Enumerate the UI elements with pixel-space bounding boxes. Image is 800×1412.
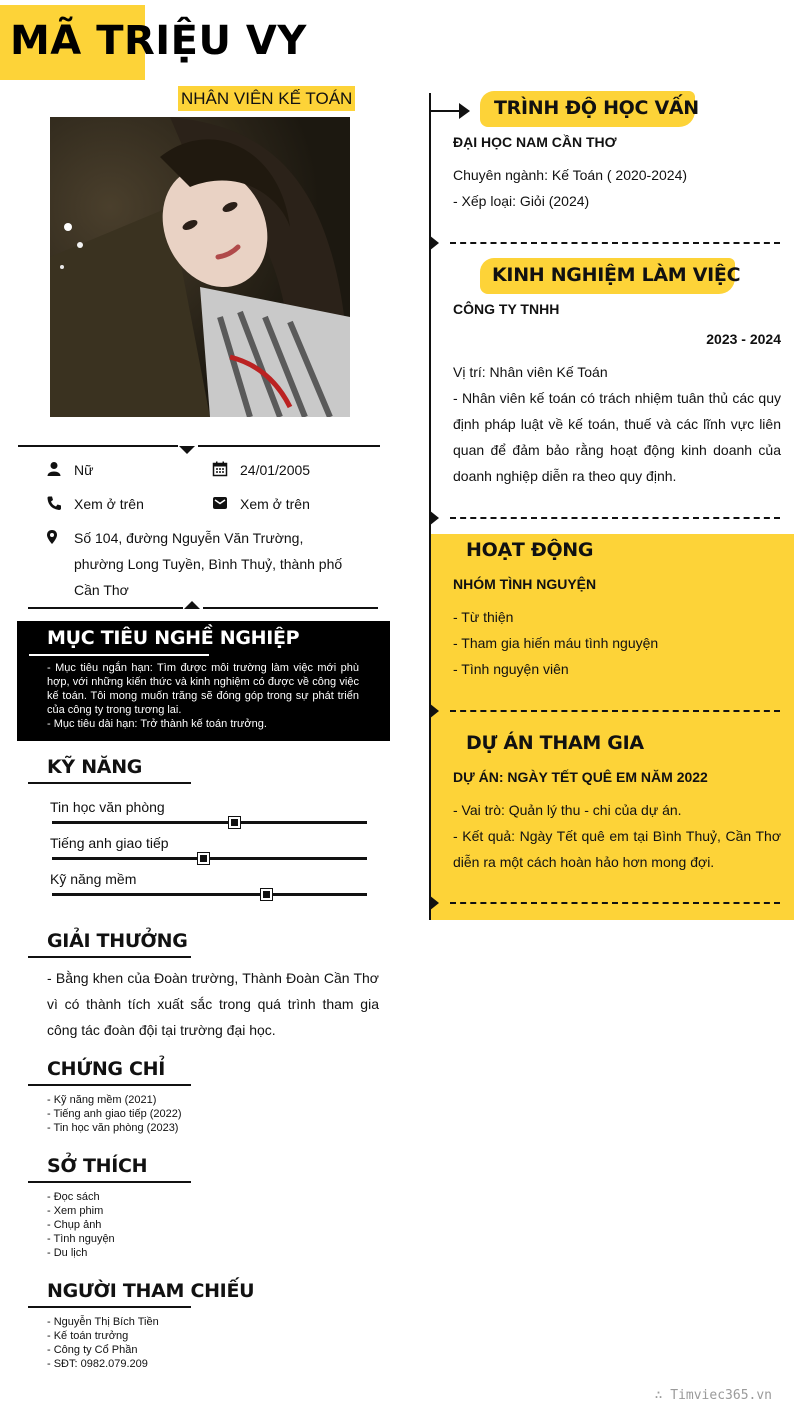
skill-level-knob	[229, 817, 240, 828]
list-item: - Đọc sách	[47, 1191, 100, 1203]
activities-list	[453, 604, 658, 682]
list-item: - Tham gia hiến máu tình nguyện	[453, 635, 659, 651]
experience-company: CÔNG TY TNHH	[453, 301, 560, 317]
experience-title: KINH NGHIỆM LÀM VIỆC	[492, 264, 741, 286]
list-item: - Kỹ năng mềm (2021)	[47, 1094, 157, 1106]
skill-level-knob	[198, 853, 209, 864]
timeline-marker	[429, 235, 439, 251]
references-rule	[28, 1306, 191, 1308]
career-objective-section	[17, 621, 390, 741]
watermark	[655, 1388, 772, 1403]
career-objective-rule	[29, 654, 209, 656]
email-value: Xem ở trên	[240, 496, 310, 512]
education-major: Chuyên ngành: Kế Toán ( 2020-2024)	[453, 167, 688, 183]
timeline-marker	[429, 703, 439, 719]
awards-title: GIẢI THƯỞNG	[47, 930, 188, 952]
profile-photo-image	[50, 117, 350, 417]
objective-long-term: - Mục tiêu dài hạn: Trở thành kế toán trưởng.	[47, 718, 267, 730]
gender-value: Nữ	[74, 462, 94, 478]
experience-position: Vị trí: Nhân viên Kế Toán	[453, 364, 608, 380]
watermark-logo-icon: ∴	[654, 1388, 671, 1403]
list-item: - Kế toán trưởng	[47, 1330, 129, 1342]
skill-label: Tiếng anh giao tiếp	[50, 835, 169, 851]
list-item: - Chụp ảnh	[47, 1219, 102, 1231]
job-title: NHÂN VIÊN KẾ TOÁN	[178, 86, 355, 111]
experience-description: - Nhân viên kế toán có trách nhiệm tuân thủ các quy định pháp luật về kế toán, thuế và các lĩnh vực liên quan để đảm bảo rằng hoạt động kinh doanh của doanh nghiệp diễn ra theo quy định.	[453, 390, 781, 484]
phone-value: Xem ở trên	[74, 496, 144, 512]
info-divider-top-left	[18, 445, 178, 447]
email-icon	[212, 495, 228, 511]
career-objective-text	[47, 661, 359, 731]
section-separator	[450, 902, 780, 904]
skill-label: Kỹ năng mềm	[50, 871, 137, 887]
info-divider-top-right	[198, 445, 380, 447]
skill-track	[52, 857, 367, 860]
list-item: - Tiếng anh giao tiếp (2022)	[47, 1108, 182, 1120]
skill-track	[52, 893, 367, 896]
section-separator	[450, 242, 780, 244]
hobbies-title: SỞ THÍCH	[47, 1155, 148, 1177]
objective-short-term: - Mục tiêu ngắn hạn: Tìm được môi trường làm việc mới phù hợp, với những kiến thức và kinh nghiệm có được về công việc kế toán. Tôi mong muốn trăng sẽ đóng góp trong sự phát triển của công ty trong tương lai.	[47, 662, 359, 716]
info-divider-bottom-right	[203, 607, 378, 609]
list-item: - Du lịch	[47, 1247, 88, 1259]
hobbies-rule	[28, 1181, 191, 1183]
activities-title: HOẠT ĐỘNG	[466, 539, 594, 561]
list-item: - Tình nguyện viên	[453, 661, 569, 677]
skills-title: KỸ NĂNG	[47, 756, 143, 778]
calendar-icon	[212, 461, 228, 477]
project-role: - Vai trò: Quản lý thu - chi của dự án.	[453, 802, 682, 818]
list-item: - Xem phim	[47, 1205, 104, 1217]
awards-text: - Bằng khen của Đoàn trường, Thành Đoàn Cần Thơ vì có thành tích xuất sắc trong quá trình tham gia công tác đoàn đội tại trường đại học.	[47, 970, 379, 1038]
skill-level-knob	[261, 889, 272, 900]
activities-group: NHÓM TÌNH NGUYỆN	[453, 576, 597, 592]
watermark-text: Timviec365.vn	[670, 1388, 772, 1403]
user-icon	[46, 461, 62, 477]
section-separator	[450, 710, 780, 712]
certificates-list	[47, 1093, 182, 1135]
timeline-arrow-head	[459, 103, 470, 119]
skill-label: Tin học văn phòng	[50, 799, 165, 815]
education-grade: - Xếp loại: Giỏi (2024)	[453, 193, 590, 209]
timeline-marker	[429, 895, 439, 911]
references-list	[47, 1315, 159, 1371]
timeline-marker	[429, 510, 439, 526]
list-item: - Nguyễn Thị Bích Tiền	[47, 1316, 159, 1328]
experience-period: 2023 - 2024	[706, 331, 781, 347]
section-separator	[450, 517, 780, 519]
info-divider-arrow-up	[184, 601, 200, 609]
certificates-rule	[28, 1084, 191, 1086]
timeline-line	[429, 93, 431, 920]
list-item: - SĐT: 0982.079.209	[47, 1358, 148, 1370]
address-value: Số 104, đường Nguyễn Văn Trường, phường Long Tuyền, Bình Thuỷ, thành phố Cần Thơ	[74, 530, 343, 598]
phone-icon	[46, 495, 62, 511]
awards-rule	[28, 956, 191, 958]
education-title: TRÌNH ĐỘ HỌC VẤN	[494, 97, 699, 119]
certificates-title: CHỨNG CHỈ	[47, 1058, 166, 1080]
skill-track	[52, 821, 367, 824]
hobbies-list	[47, 1190, 115, 1260]
career-objective-title: MỤC TIÊU NGHỀ NGHIỆP	[47, 627, 300, 649]
birthday-value: 24/01/2005	[240, 462, 311, 478]
projects-title: DỰ ÁN THAM GIA	[466, 732, 644, 754]
profile-photo	[50, 117, 350, 417]
list-item: - Tin học văn phòng (2023)	[47, 1122, 179, 1134]
project-result: - Kết quả: Ngày Tết quê em tại Bình Thuỷ, Cần Thơ diễn ra một cách hoàn hảo hơn mong đợi.	[453, 828, 781, 870]
info-divider-bottom-left	[28, 607, 183, 609]
timeline-arrow-shaft	[431, 110, 461, 112]
education-school: ĐẠI HỌC NAM CẦN THƠ	[453, 134, 617, 150]
skills-rule	[28, 782, 191, 784]
list-item: - Từ thiện	[453, 609, 514, 625]
map-pin-icon	[44, 529, 60, 545]
list-item: - Tình nguyện	[47, 1233, 115, 1245]
references-title: NGƯỜI THAM CHIẾU	[47, 1280, 255, 1302]
candidate-name: MÃ TRIỆU VY	[10, 18, 307, 64]
info-divider-arrow-down	[179, 446, 195, 454]
list-item: - Công ty Cổ Phần	[47, 1344, 138, 1356]
project-name: DỰ ÁN: NGÀY TẾT QUÊ EM NĂM 2022	[453, 769, 708, 785]
